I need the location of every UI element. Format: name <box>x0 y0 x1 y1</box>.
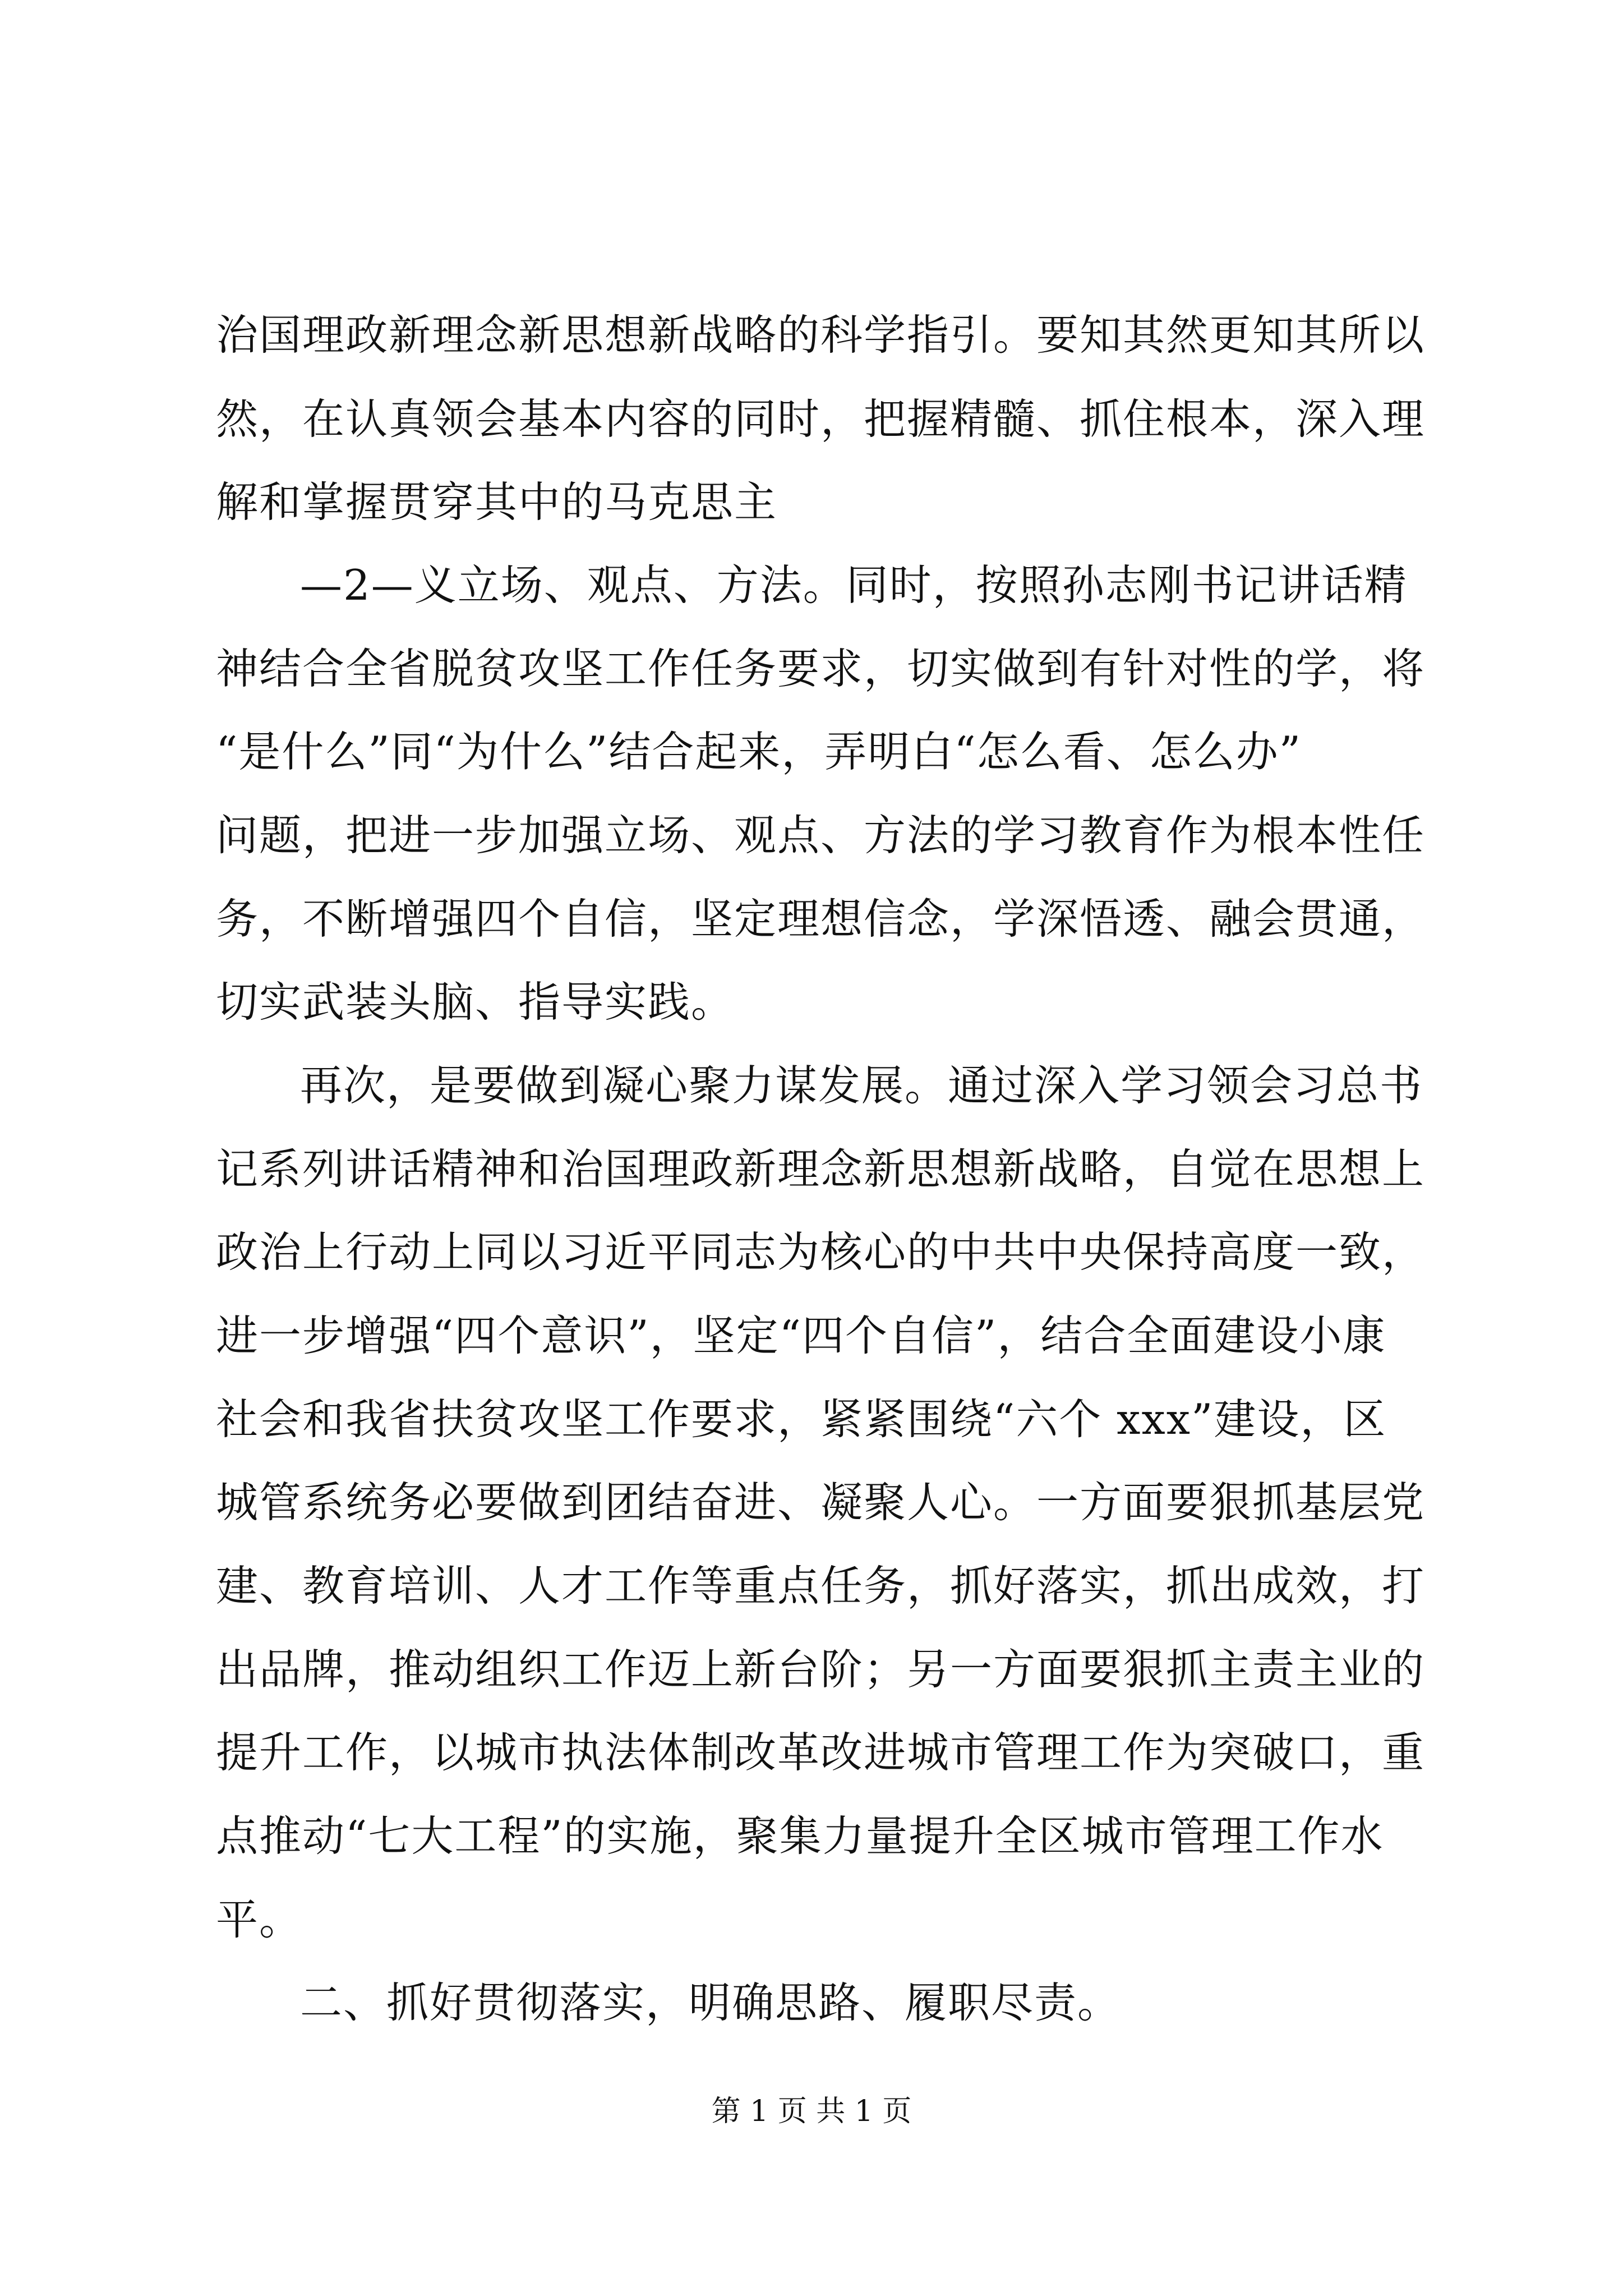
body-line: 社会和我省扶贫攻坚工作要求，紧紧围绕“六个 xxx”建设，区 <box>216 1395 1387 1444</box>
body-line: 城管系统务必要做到团结奋进、凝聚人心。一方面要狠抓基层党 <box>216 1478 1426 1527</box>
body-line: 出品牌，推动组织工作迈上新台阶；另一方面要狠抓主责主业的 <box>216 1645 1426 1694</box>
body-line: 记系列讲话精神和治国理政新理念新思想新战略，自觉在思想上 <box>216 1144 1426 1194</box>
body-line: 提升工作，以城市执法体制改革改进城市管理工作为突破口，重 <box>216 1728 1426 1777</box>
body-line: 问题，把进一步加强立场、观点、方法的学习教育作为根本性任 <box>216 811 1426 860</box>
body-line: 再次，是要做到凝心聚力谋发展。通过深入学习领会习总书 <box>300 1061 1423 1110</box>
body-line: “是什么”同“为什么”结合起来，弄明白“怎么看、怎么办” <box>216 727 1302 776</box>
body-line: 进一步增强“四个意识”，坚定“四个自信”，结合全面建设小康 <box>216 1311 1386 1360</box>
body-line: 神结合全省脱贫攻坚工作任务要求，切实做到有针对性的学，将 <box>216 644 1426 693</box>
body-line: 点推动“七大工程”的实施，聚集力量提升全区城市管理工作水 <box>216 1811 1384 1861</box>
body-line: 切实武装头脑、指导实践。 <box>216 977 735 1027</box>
body-line: 然，在认真领会基本内容的同时，把握精髓、抓住根本，深入理 <box>216 394 1426 444</box>
body-line: 平。 <box>216 1895 303 1944</box>
body-line: 务，不断增强四个自信，坚定理想信念，学深悟透、融会贯通， <box>216 894 1426 944</box>
body-line: 解和掌握贯穿其中的马克思主 <box>216 477 778 527</box>
body-line: 政治上行动上同以习近平同志为核心的中共中央保持高度一致， <box>216 1227 1426 1277</box>
body-line: 治国理政新理念新思想新战略的科学指引。要知其然更知其所以 <box>216 310 1426 360</box>
body-line: —2—义立场、观点、方法。同时，按照孙志刚书记讲话精 <box>300 560 1408 610</box>
body-line: 建、教育培训、人才工作等重点任务，抓好落实，抓出成效，打 <box>216 1561 1426 1611</box>
page-footer: 第 1 页 共 1 页 <box>711 2095 912 2128</box>
section-heading: 二、抓好贯彻落实，明确思路、履职尽责。 <box>300 1978 1121 2027</box>
